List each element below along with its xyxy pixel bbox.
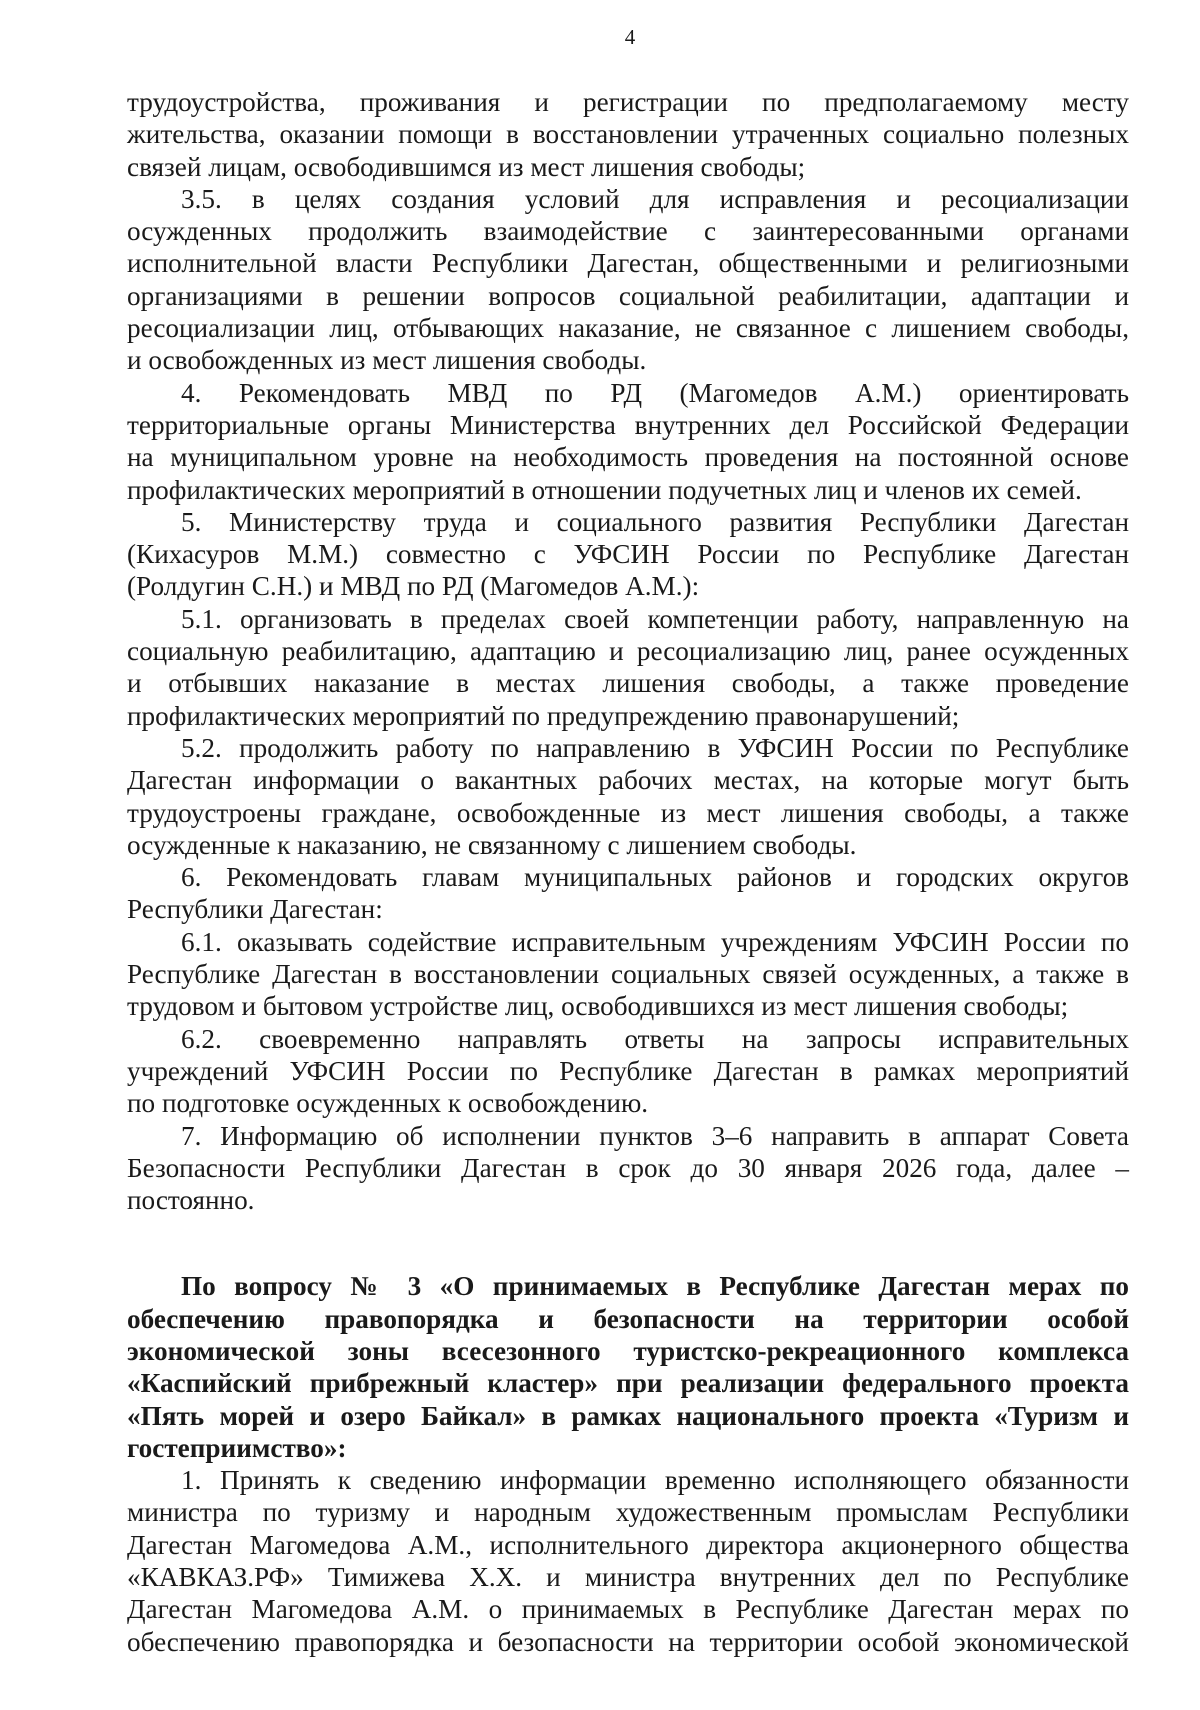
paragraph-6-2-line: 6.2. своевременно направлять ответы на запросы исправительных (181, 1023, 1129, 1054)
section-heading-line: обеспечению правопорядка и безопасности на территории особой (127, 1303, 1129, 1334)
section-spacer (127, 1216, 1129, 1270)
paragraph-6-1-line: 6.1. оказывать содействие исправительным учреждениям УФСИН России по (181, 926, 1129, 957)
text-line: Дагестан Магомедова А.М., исполнительного директора акционерного общества (127, 1529, 1129, 1560)
text-line: Республики Дагестан: (127, 894, 383, 925)
paragraph-1-line: 1. Принять к сведению информации временно исполняющего обязанности (181, 1465, 1129, 1496)
text-line: трудовом и бытовом устройстве лиц, освободившихся из мест лишения свободы; (127, 991, 1069, 1022)
text-line: «КАВКАЗ.РФ» Тимижева Х.Х. и министра внутренних дел по Республике (127, 1562, 1129, 1593)
paragraph-5-2-line: 5.2. продолжить работу по направлению в УФСИН России по Республике (181, 732, 1129, 763)
text-line: постоянно. (127, 1185, 255, 1216)
text-line: трудоустройства, проживания и регистрации по предполагаемому месту (127, 87, 1129, 117)
text-line: министра по туризму и народным художественным промыслам Республики (127, 1497, 1129, 1528)
text-line: Дагестан Магомедова А.М. о принимаемых в Республике Дагестан мерах по (127, 1594, 1129, 1625)
text-line: связей лицам, освободившимся из мест лишения свободы; (127, 151, 806, 182)
text-line: осужденные к наказанию, не связанному с лишением свободы. (127, 829, 857, 860)
text-line: территориальные органы Министерства внутренних дел Российской Федерации (127, 409, 1129, 440)
text-line: на муниципальном уровне на необходимость проведения на постоянной основе (127, 442, 1129, 473)
section-heading-line: «Каспийский прибрежный кластер» при реализации федерального проекта (127, 1368, 1129, 1399)
text-line: и освобожденных из мест лишения свободы. (127, 345, 647, 376)
text-line: исполнительной власти Республики Дагестан, общественными и религиозными (127, 248, 1129, 279)
text-line: социальную реабилитацию, адаптацию и ресоциализацию лиц, ранее осужденных (127, 636, 1129, 667)
paragraph-7-line: 7. Информацию об исполнении пунктов 3–6 направить в аппарат Совета (181, 1120, 1129, 1151)
text-line: Безопасности Республики Дагестан в срок до 30 января 2026 года, далее – (127, 1152, 1129, 1183)
paragraph-5-1-line: 5.1. организовать в пределах своей компетенции работу, направленную на (181, 603, 1129, 634)
document-body (127, 86, 1129, 1658)
section-heading-line: По вопросу № 3 «О принимаемых в Республике Дагестан мерах по (181, 1271, 1129, 1302)
paragraph-continuation (127, 86, 1129, 118)
section-heading-line: экономической зоны всесезонного туристско-рекреационного комплекса (127, 1335, 1129, 1366)
text-line: трудоустроены граждане, освобожденные из мест лишения свободы, а также (127, 797, 1129, 828)
page-number: 4 (624, 25, 636, 49)
section-heading-line: «Пять морей и озеро Байкал» в рамках национального проекта «Туризм и (127, 1400, 1129, 1431)
text-line: ресоциализации лиц, отбывающих наказание, не связанное с лишением свободы, (127, 313, 1129, 344)
text-line: учреждений УФСИН России по Республике Дагестан в рамках мероприятий (127, 1055, 1129, 1086)
text-line: (Кихасуров М.М.) совместно с УФСИН России по Республике Дагестан (127, 539, 1129, 570)
section-heading-line: гостеприимство»: (127, 1432, 347, 1463)
paragraph-4-line: 4. Рекомендовать МВД по РД (Магомедов А.М.) ориентировать (181, 377, 1129, 408)
text-line: по подготовке осужденных к освобождению. (127, 1088, 649, 1119)
text-line: профилактических мероприятий по предупреждению правонарушений; (127, 700, 960, 731)
text-line: Республике Дагестан в восстановлении социальных связей осужденных, а также в (127, 959, 1129, 990)
text-line: обеспечению правопорядка и безопасности на территории особой экономической (127, 1626, 1129, 1657)
text-line: (Ролдугин С.Н.) и МВД по РД (Магомедов А.М.): (127, 571, 700, 602)
text-line: Дагестан информации о вакантных рабочих местах, на которые могут быть (127, 765, 1129, 796)
text-line: профилактических мероприятий в отношении подучетных лиц и членов их семей. (127, 474, 1082, 505)
paragraph-5-line: 5. Министерству труда и социального развития Республики Дагестан (181, 506, 1129, 537)
text-line: осужденных продолжить взаимодействие с заинтересованными органами (127, 216, 1129, 247)
text-line: жительства, оказании помощи в восстановлении утраченных социально полезных (127, 119, 1129, 150)
paragraph-3-5-line: 3.5. в целях создания условий для исправления и ресоциализации (181, 183, 1129, 214)
text-line: организациями в решении вопросов социальной реабилитации, адаптации и (127, 280, 1129, 311)
text-line: и отбывших наказание в местах лишения свободы, а также проведение (127, 668, 1129, 699)
paragraph-6-line: 6. Рекомендовать главам муниципальных районов и городских округов (181, 862, 1129, 893)
